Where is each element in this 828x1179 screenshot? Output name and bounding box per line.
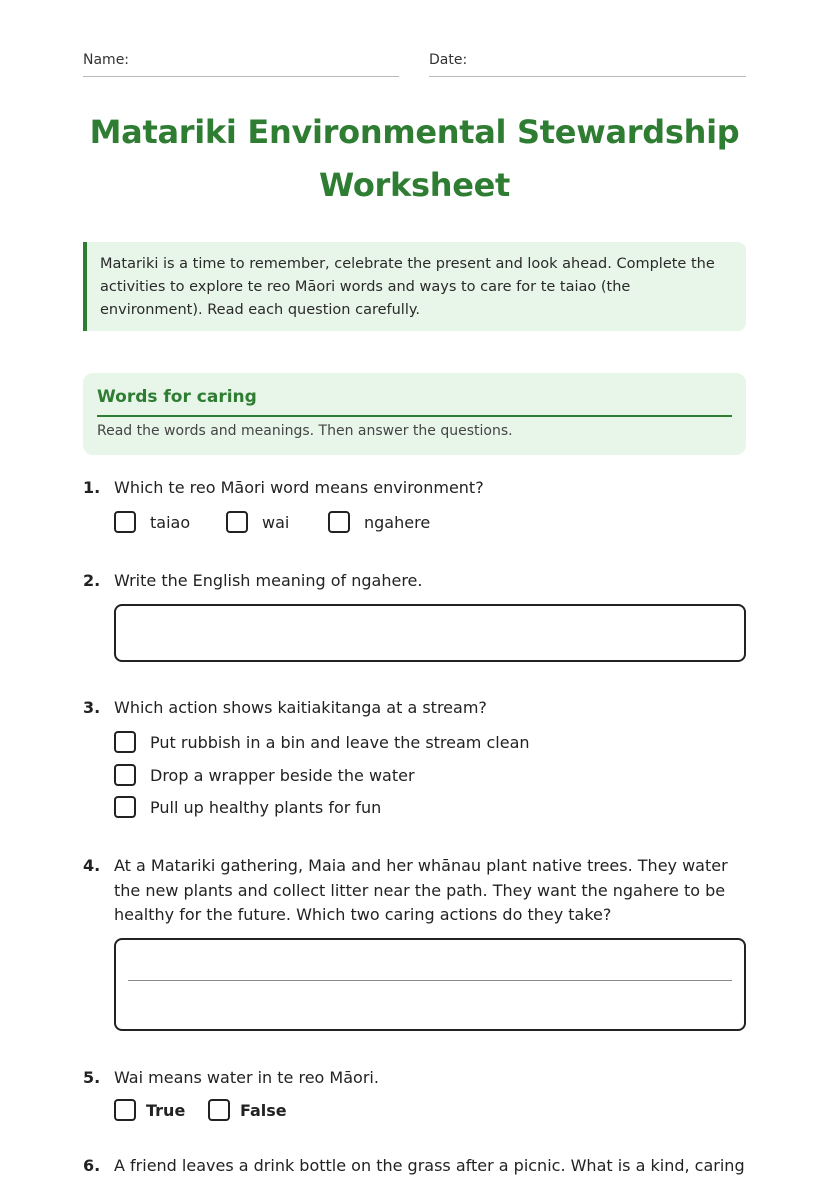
question-number: 4. — [83, 856, 101, 875]
checkbox[interactable] — [114, 731, 136, 753]
question-text: Write the English meaning of ngahere. — [114, 571, 423, 590]
option-label: taiao — [150, 513, 191, 532]
checkbox[interactable] — [114, 764, 136, 786]
answer-line — [128, 980, 732, 981]
option-label: False — [240, 1101, 287, 1120]
page-title: Matariki Environmental Stewardship Worksheet — [89, 113, 740, 204]
section-subtitle: Read the words and meanings. Then answer the questions. — [97, 423, 513, 439]
option-false[interactable] — [208, 1099, 298, 1125]
date-label: Date: — [429, 52, 468, 68]
intro-panel: Matariki is a time to remember, celebrate the present and look ahead. Complete the activities to explore te reo Māori words and ways to care for te taiao (the environment). Read each question carefully. — [83, 242, 746, 331]
option-label: ngahere — [364, 513, 431, 532]
option-true[interactable] — [114, 1099, 194, 1125]
checkbox[interactable] — [226, 511, 248, 533]
checkbox[interactable] — [328, 511, 350, 533]
option-wrapper[interactable] — [114, 764, 534, 790]
answer-box-2[interactable] — [114, 604, 746, 662]
option-label: Drop a wrapper beside the water — [150, 766, 415, 785]
option-label: Put rubbish in a bin and leave the stream clean — [150, 733, 530, 752]
option-wai[interactable] — [226, 511, 316, 537]
answer-box-4[interactable] — [114, 938, 746, 1031]
option-taiao[interactable] — [114, 511, 214, 537]
question-text: A friend leaves a drink bottle on the grass after a picnic. What is a kind, caring — [114, 1156, 745, 1175]
question-number: 3. — [83, 698, 101, 717]
date-field[interactable] — [429, 52, 746, 77]
question-number: 5. — [83, 1068, 101, 1087]
option-plants[interactable] — [114, 796, 534, 822]
header-fields — [83, 52, 746, 78]
option-label: Pull up healthy plants for fun — [150, 798, 382, 817]
question-number: 2. — [83, 571, 101, 590]
question-text: At a Matariki gathering, Maia and her whānau plant native trees. They water the new plants and collect litter near the path. They want the ngahere to be healthy for the future. Which two caring actions do they take? — [114, 856, 728, 924]
checkbox[interactable] — [114, 1099, 136, 1121]
checkbox[interactable] — [114, 511, 136, 533]
option-bin[interactable] — [114, 731, 534, 757]
name-label: Name: — [83, 52, 130, 68]
option-label: True — [146, 1101, 186, 1120]
question-number: 1. — [83, 478, 101, 497]
name-field[interactable] — [83, 52, 399, 77]
option-ngahere[interactable] — [328, 511, 448, 537]
question-number: 6. — [83, 1156, 101, 1175]
checkbox[interactable] — [208, 1099, 230, 1121]
section-panel — [83, 373, 746, 455]
section-title: Words for caring — [97, 385, 732, 417]
question-text: Which action shows kaitiakitanga at a stream? — [114, 698, 487, 717]
option-label: wai — [262, 513, 290, 532]
question-text: Wai means water in te reo Māori. — [114, 1068, 379, 1087]
checkbox[interactable] — [114, 796, 136, 818]
question-text: Which te reo Māori word means environment? — [114, 478, 484, 497]
